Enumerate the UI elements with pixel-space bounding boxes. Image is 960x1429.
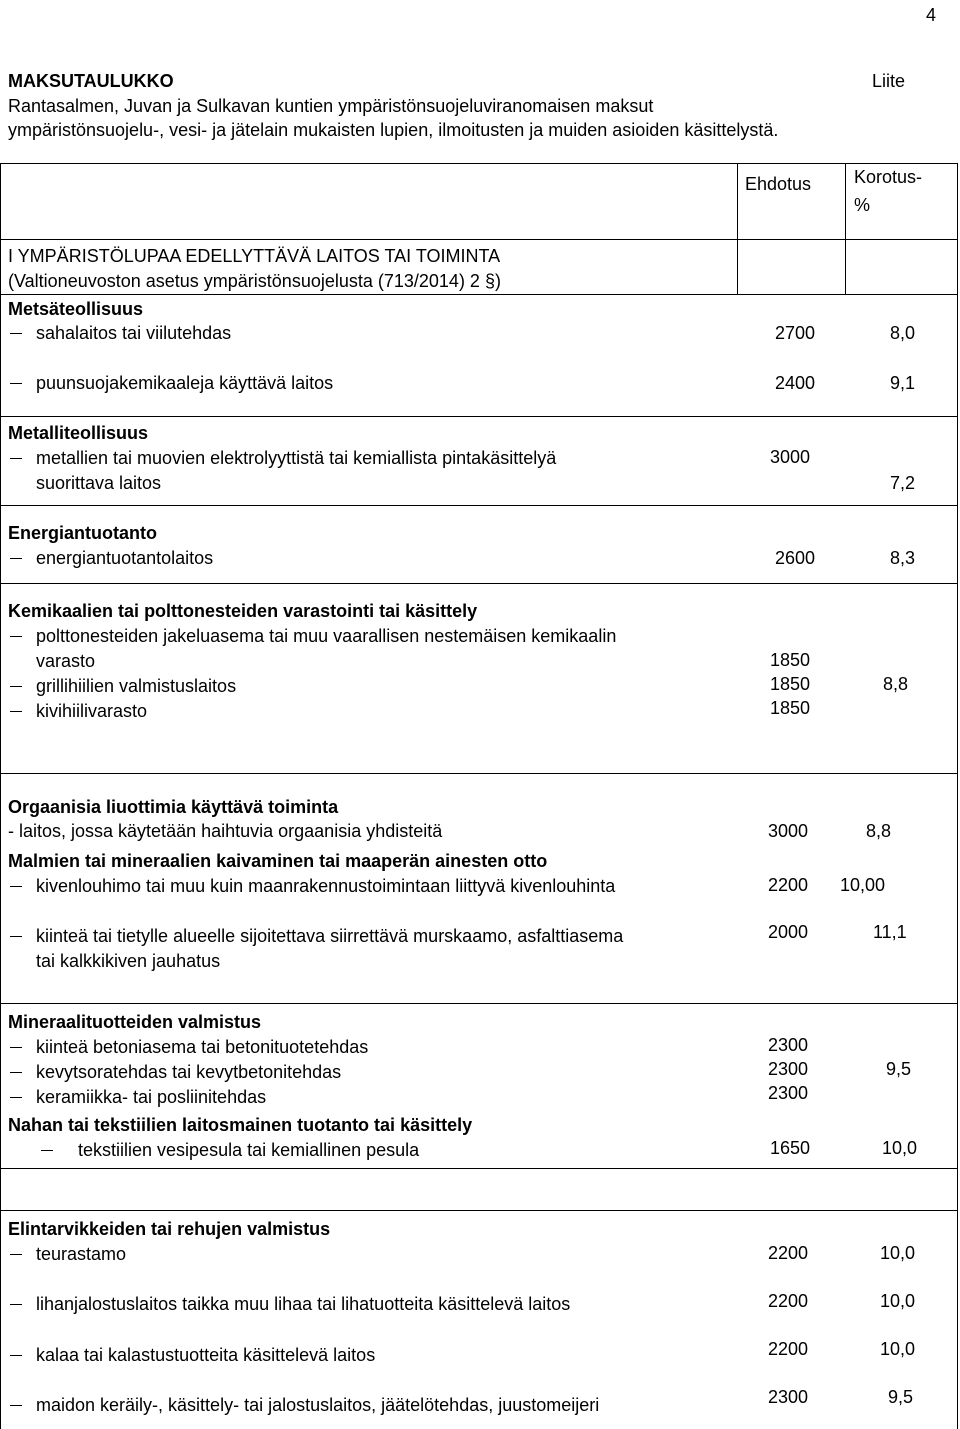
increase-value: 10,0 — [882, 1138, 918, 1158]
dash-bullet — [10, 383, 22, 384]
fee-value: 2300 — [768, 1387, 809, 1407]
fee-value: 2400 — [774, 373, 815, 393]
column-divider-2 — [845, 163, 846, 239]
fee-value: 2200 — [768, 1339, 809, 1359]
item-label-continued: tai kalkkikiven jauhatus — [36, 951, 221, 971]
section-heading: I YMPÄRISTÖLUPAA EDELLYTTÄVÄ LAITOS TAI TOIMINTA — [8, 246, 501, 266]
dash-bullet — [10, 711, 22, 712]
increase-value: 8,3 — [889, 548, 915, 568]
subtitle-line-2: ympäristönsuojelu-, vesi- ja jätelain mukaisten lupien, ilmoitusten ja muiden asioiden käsittelystä. — [8, 120, 779, 140]
item-label: teurastamo — [36, 1244, 127, 1264]
page-number: 4 — [926, 5, 937, 25]
fee-value: 2600 — [774, 548, 815, 568]
fee-value: 2300 — [768, 1083, 809, 1103]
dash-bullet — [10, 886, 22, 887]
dash-bullet — [10, 636, 22, 637]
fee-value: 2200 — [768, 875, 809, 895]
row-border-blank — [0, 1168, 958, 1169]
dash-bullet — [10, 686, 22, 687]
column-header-increase-1: Korotus- — [854, 167, 923, 187]
column-header-proposal: Ehdotus — [745, 174, 812, 194]
fee-value: 3000 — [770, 447, 811, 467]
category-title-metsa: Metsäteollisuus — [8, 299, 144, 319]
appendix-label: Liite — [872, 71, 906, 91]
item-label: kivenlouhimo tai muu kuin maanrakennustoimintaan liittyvä kivenlouhinta — [36, 876, 616, 896]
increase-value: 7,2 — [889, 473, 915, 493]
item-label: maidon keräily-, käsittely- tai jalostuslaitos, jäätelötehdas, juustomeijeri — [36, 1395, 600, 1415]
column-header-increase-2: % — [854, 195, 871, 215]
category-title-malmi: Malmien tai mineraalien kaivaminen tai maaperän ainesten otto — [8, 851, 548, 871]
category-title-kemikaali: Kemikaalien tai polttonesteiden varastointi tai käsittely — [8, 601, 478, 621]
item-label: puunsuojakemikaaleja käyttävä laitos — [36, 373, 334, 393]
item-label-continued: varasto — [36, 651, 96, 671]
item-label: kiinteä tai tietylle alueelle sijoitettava siirrettävä murskaamo, asfalttiasema — [36, 926, 624, 946]
increase-value: 9,5 — [888, 1387, 914, 1407]
dash-bullet — [10, 1254, 22, 1255]
increase-value: 11,1 — [873, 922, 907, 942]
increase-value: 9,5 — [886, 1059, 912, 1079]
item-label-continued: suorittava laitos — [36, 473, 162, 493]
item-label: energiantuotantolaitos — [36, 548, 214, 568]
category-title-mineraali: Mineraalituotteiden valmistus — [8, 1012, 262, 1032]
item-label: keramiikka- tai posliinitehdas — [36, 1087, 267, 1107]
fee-value: 1650 — [770, 1138, 811, 1158]
item-label: metallien tai muovien elektrolyyttistä tai kemiallista pintakäsittelyä — [36, 448, 557, 468]
increase-value: 10,0 — [880, 1339, 916, 1359]
fee-value: 2200 — [768, 1291, 809, 1311]
increase-value: 9,1 — [889, 373, 915, 393]
increase-value: 8,0 — [889, 323, 915, 343]
fee-value: 2200 — [768, 1243, 809, 1263]
dash-bullet — [10, 333, 22, 334]
table-left-border — [0, 163, 1, 1429]
fee-value: 1850 — [770, 698, 811, 718]
item-label: grillihiilien valmistuslaitos — [36, 676, 237, 696]
fee-value: 1850 — [770, 650, 811, 670]
column-divider-1 — [737, 163, 738, 239]
dash-bullet — [41, 1150, 53, 1151]
document-title: MAKSUTAULUKKO — [8, 71, 174, 91]
dash-bullet — [10, 558, 22, 559]
category-title-elintarvike: Elintarvikkeiden tai rehujen valmistus — [8, 1219, 331, 1239]
row-border-kemikaali — [0, 583, 958, 584]
section-subheading: (Valtioneuvoston asetus ympäristönsuojelusta (713/2014) 2 §) — [8, 271, 501, 291]
dash-bullet — [10, 936, 22, 937]
item-label: - laitos, jossa käytetään haihtuvia orgaanisia yhdisteitä — [8, 821, 443, 841]
dash-bullet — [10, 1097, 22, 1098]
increase-value: 10,00 — [840, 875, 886, 895]
increase-value: 10,0 — [880, 1243, 916, 1263]
row-border-elintarvike — [0, 1210, 958, 1211]
row-border-metalli — [0, 416, 958, 417]
subtitle-line-1: Rantasalmen, Juvan ja Sulkavan kuntien ympäristönsuojeluviranomaisen maksut — [8, 96, 654, 116]
increase-value: 10,0 — [880, 1291, 916, 1311]
fee-value: 3000 — [768, 821, 809, 841]
category-title-metalli: Metalliteollisuus — [8, 423, 149, 443]
column-divider-2b — [845, 239, 846, 294]
dash-bullet — [10, 1304, 22, 1305]
dash-bullet — [10, 1355, 22, 1356]
dash-bullet — [10, 1405, 22, 1406]
increase-value: 8,8 — [882, 674, 908, 694]
dash-bullet — [10, 1047, 22, 1048]
fee-value: 1850 — [770, 674, 811, 694]
item-label: kevytsoratehdas tai kevytbetonitehdas — [36, 1062, 342, 1082]
fee-value: 2300 — [768, 1035, 809, 1055]
section-header-border — [0, 294, 958, 295]
item-label: polttonesteiden jakeluasema tai muu vaarallisen nestemäisen kemikaalin — [36, 626, 617, 646]
fee-value: 2700 — [774, 323, 815, 343]
item-label: sahalaitos tai viilutehdas — [36, 323, 232, 343]
fee-value: 2000 — [768, 922, 809, 942]
item-label: kalaa tai kalastustuotteita käsittelevä laitos — [36, 1345, 376, 1365]
table-right-border — [957, 163, 958, 1429]
row-border-mineraali — [0, 1003, 958, 1004]
table-top-border — [0, 163, 958, 164]
category-title-energia: Energiantuotanto — [8, 523, 157, 543]
item-label: lihanjalostuslaitos taikka muu lihaa tai lihatuotteita käsittelevä laitos — [36, 1294, 571, 1314]
dash-bullet — [10, 458, 22, 459]
item-label: tekstiilien vesipesula tai kemiallinen pesula — [78, 1140, 420, 1160]
item-label: kiinteä betoniasema tai betonituotetehdas — [36, 1037, 369, 1057]
category-title-nahka: Nahan tai tekstiilien laitosmainen tuotanto tai käsittely — [8, 1115, 473, 1135]
row-border-orgaaninen — [0, 773, 958, 774]
dash-bullet — [10, 1072, 22, 1073]
fee-value: 2300 — [768, 1059, 809, 1079]
item-label: kivihiilivarasto — [36, 701, 148, 721]
category-title-orgaaninen: Orgaanisia liuottimia käyttävä toiminta — [8, 797, 339, 817]
header-row-border — [0, 239, 958, 240]
row-border-energia — [0, 505, 958, 506]
increase-value: 8,8 — [866, 821, 892, 841]
column-divider-1b — [737, 239, 738, 294]
